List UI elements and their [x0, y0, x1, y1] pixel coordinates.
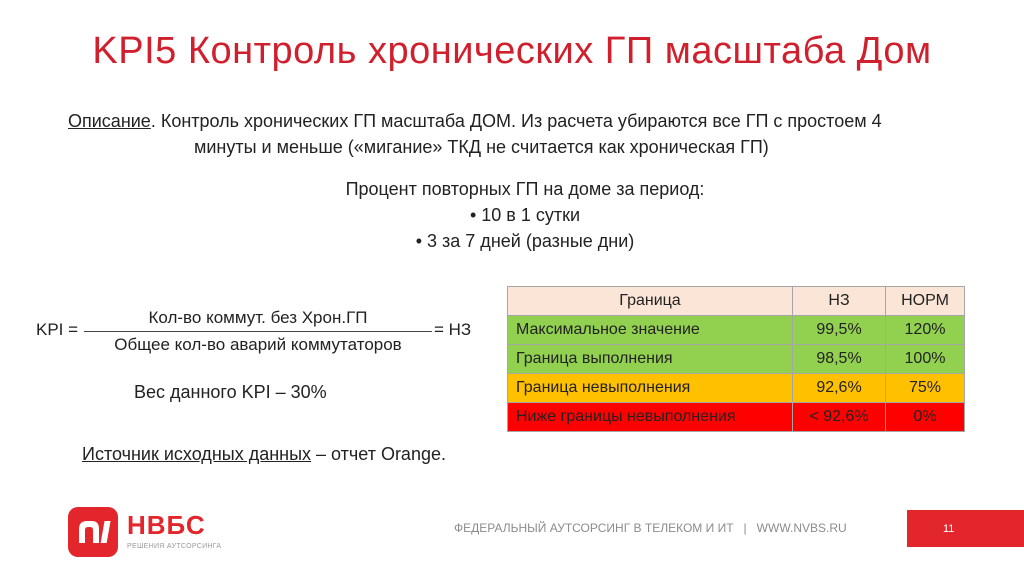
row-nz: 92,6%: [793, 374, 886, 403]
source-label: Источник исходных данных: [82, 444, 312, 464]
description-label: Описание: [68, 111, 151, 131]
footer-url[interactable]: WWW.NVBS.RU: [756, 521, 847, 535]
logo-name: НВБС: [127, 510, 206, 540]
footer-separator: |: [743, 521, 747, 535]
description-text-2: минуты и меньше («мигание» ТКД не считается как хроническая ГП): [194, 137, 769, 157]
row-name: Граница невыполнения: [508, 374, 793, 403]
row-norm: 100%: [886, 345, 965, 374]
row-nz: < 92,6%: [793, 403, 886, 432]
period-item: • 3 за 7 дней (разные дни): [415, 231, 635, 251]
source-text: – отчет Orange.: [311, 444, 446, 464]
formula-denominator: Общее кол-во аварий коммутаторов: [114, 335, 402, 354]
table-header-row: [508, 287, 965, 316]
data-source: [82, 444, 446, 465]
kpi-threshold-table: [507, 286, 965, 432]
table-row: [508, 316, 965, 345]
row-norm: 75%: [886, 374, 965, 403]
row-name: Граница выполнения: [508, 345, 793, 374]
formula-numerator: Кол-во коммут. без Хрон.ГП: [148, 308, 368, 327]
column-header: НЗ: [793, 287, 886, 316]
footer-text: ФЕДЕРАЛЬНЫЙ АУТСОРСИНГ В ТЕЛЕКОМ И ИТ: [454, 521, 734, 535]
formula-fraction: [84, 306, 432, 357]
table-row: [508, 403, 965, 432]
table-row: [508, 345, 965, 374]
logo-tagline: РЕШЕНИЯ АУТСОРСИНГА: [127, 543, 222, 550]
column-header: НОРМ: [886, 287, 965, 316]
formula-lhs: KPI =: [36, 320, 79, 339]
description-text-1: . Контроль хронических ГП масштаба ДОМ. Из расчета убираются все ГП с простоем 4: [150, 111, 882, 131]
description: [68, 108, 968, 160]
page-title: KPI5 Контроль хронических ГП масштаба Дом: [92, 30, 932, 72]
formula-rhs: = НЗ: [434, 320, 472, 339]
row-norm: 0%: [886, 403, 965, 432]
row-nz: 99,5%: [793, 316, 886, 345]
column-header: Граница: [508, 287, 793, 316]
logo-icon: [68, 507, 118, 557]
page-number: 11: [943, 523, 955, 535]
period-heading: Процент повторных ГП на доме за период:: [345, 179, 705, 199]
row-nz: 98,5%: [793, 345, 886, 374]
row-norm: 120%: [886, 316, 965, 345]
footer: [454, 521, 847, 535]
kpi-weight: Вес данного KPI – 30%: [134, 382, 327, 402]
fraction-line: [84, 331, 432, 332]
page-number-box: [907, 510, 1024, 547]
period-block: [0, 176, 1024, 254]
row-name: Максимальное значение: [508, 316, 793, 345]
table-row: [508, 374, 965, 403]
row-name: Ниже границы невыполнения: [508, 403, 793, 432]
period-item: • 10 в 1 сутки: [469, 205, 581, 225]
logo-n-icon: [68, 507, 118, 557]
